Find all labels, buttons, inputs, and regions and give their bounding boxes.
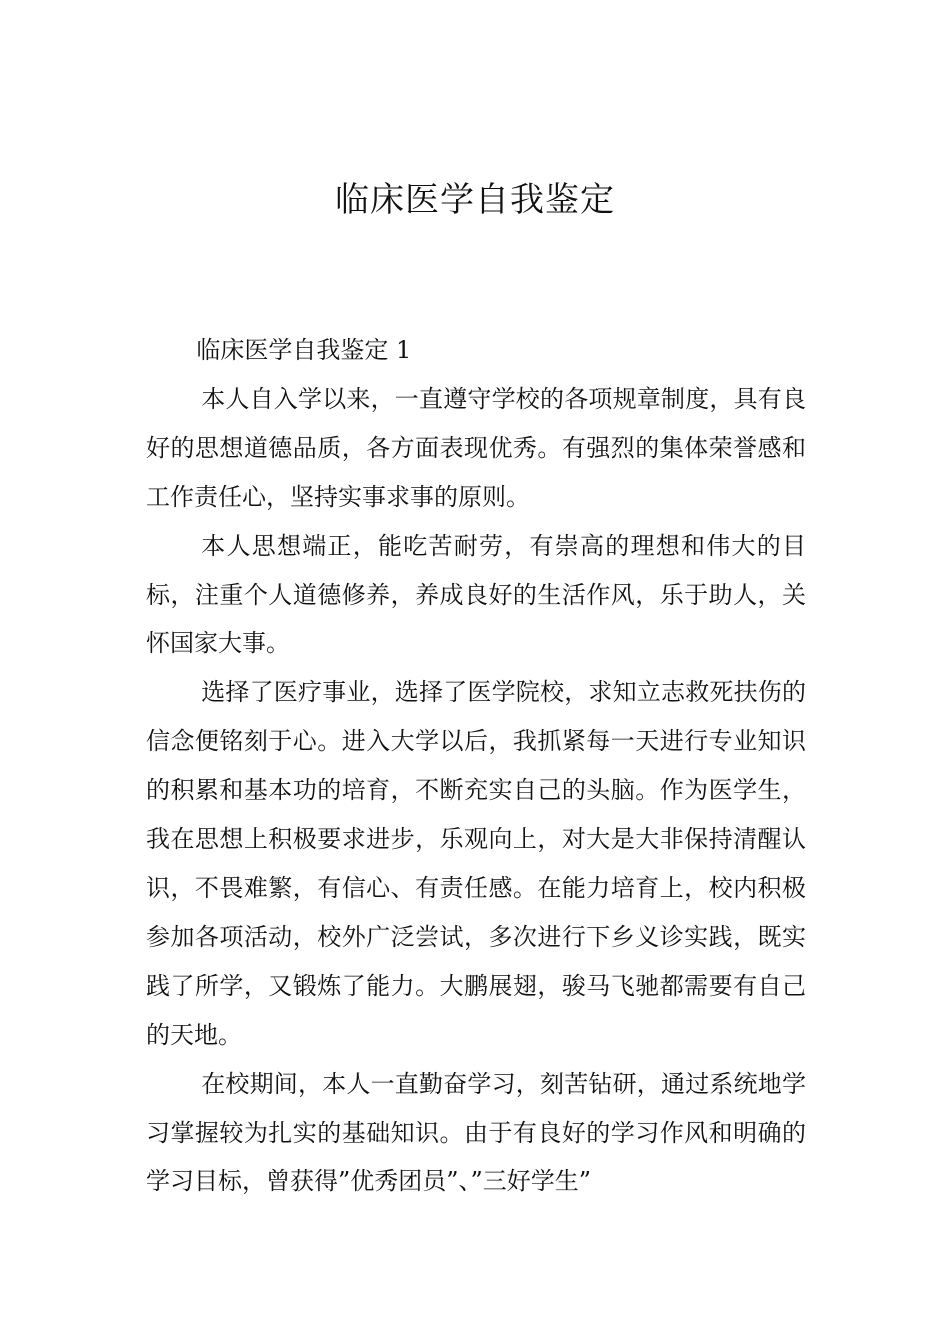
paragraph: 本人思想端正，能吃苦耐劳，有崇高的理想和伟大的目标，注重个人道德修养，养成良好的生活作风，乐于助人，关怀国家大事。	[146, 531, 806, 658]
document-title: 临床医学自我鉴定	[335, 180, 615, 220]
paragraph: 在校期间，本人一直勤奋学习，刻苦钻研，通过系统地学习掌握较为扎实的基础知识。由于有良好的学习作风和明确的学习目标，曾获得”优秀团员”、”三好学生”	[146, 1069, 806, 1196]
section-heading: 临床医学自我鉴定 1	[196, 336, 412, 364]
paragraph: 本人自入学以来，一直遵守学校的各项规章制度，具有良好的思想道德品质，各方面表现优秀。有强烈的集体荣誉感和工作责任心，坚持实事求事的原则。	[146, 384, 806, 511]
document-body	[146, 326, 806, 1206]
paragraph: 选择了医疗事业，选择了医学院校，求知立志救死扶伤的信念便铭刻于心。进入大学以后，我抓紧每一天进行专业知识的积累和基本功的培育，不断充实自己的头脑。作为医学生，我在思想上积极要求进步，乐观向上，对大是大非保持清醒认识，不畏难繁，有信心、有责任感。在能力培育上，校内积极参加各项活动，校外广泛尝试，多次进行下乡义诊实践，既实践了所学，又锻炼了能力。大鹏展翅，骏马飞驰都需要有自己的天地。	[146, 678, 806, 1049]
